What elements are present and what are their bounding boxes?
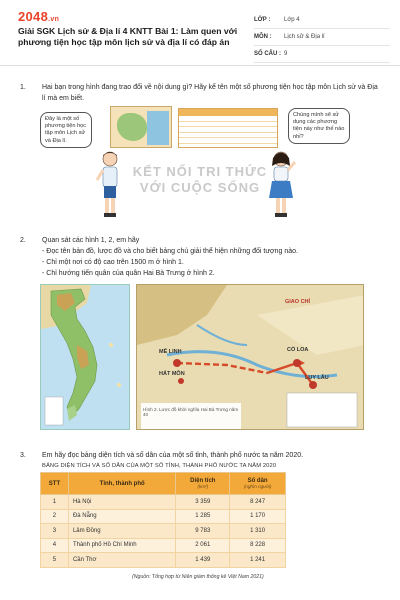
- map-label: MÊ LINH: [159, 349, 182, 355]
- map-land-shape: [117, 113, 147, 141]
- table-title: BẢNG DIỆN TÍCH VÀ SỐ DÂN CỦA MỘT SỐ TỈNH, THÀNH PHỐ NƯỚC TA NĂM 2020: [42, 463, 277, 469]
- table-row: [41, 509, 286, 524]
- table-cell: 5: [41, 553, 69, 568]
- header-label: Số dân: [247, 478, 268, 484]
- table-source: (Nguồn: Tổng hợp từ Niên giám thống kê Việt Nam 2021): [132, 574, 264, 580]
- map-label: HÁT MÔN: [159, 371, 185, 377]
- question-line: - Chỉ một nơi có độ cao trên 1500 m ở hình 1.: [42, 259, 184, 266]
- table-cell: 1: [41, 495, 69, 510]
- meta-row-grade: [254, 12, 390, 29]
- meta-value: Lịch sử & Địa lí: [284, 34, 325, 40]
- table-cell: 2 061: [176, 538, 230, 553]
- table-cell: 3: [41, 524, 69, 539]
- meta-label: LỚP :: [254, 17, 271, 23]
- watermark-line: VỚI CUỘC SỐNG: [139, 180, 261, 195]
- speech-bubble-right: Chúng mình sẽ sử dụng các phương tiện này như thế nào nhỉ?: [288, 108, 350, 144]
- vietnam-map-drawing: [41, 285, 130, 430]
- table-cell: Hà Nội: [68, 495, 175, 510]
- table-cell: Thành phố Hồ Chí Minh: [68, 538, 175, 553]
- table-cell: 8 247: [230, 495, 286, 510]
- table-row: [41, 524, 286, 539]
- table-cell: 1 170: [230, 509, 286, 524]
- speech-bubble-left: Đây là một số phương tiện học tập môn Lịch sử và Địa lí.: [40, 112, 92, 148]
- question-text: Hai bạn trong hình đang trao đổi về nội dung gì? Hãy kể tên một số phương tiện học tập môn Lịch sử và Địa lí mà em biết.: [42, 84, 378, 102]
- map-thumbnail: [110, 106, 172, 148]
- meta-value: Lớp 4: [284, 17, 300, 23]
- meta-label: MÔN :: [254, 34, 272, 40]
- map-caption: Hình 2. Lược đồ khởi nghĩa Hai Bà Trưng năm 40: [143, 407, 239, 417]
- meta-row-subject: [254, 29, 390, 46]
- document-header: [0, 0, 400, 66]
- table-cell: 1 285: [176, 509, 230, 524]
- site-logo[interactable]: [18, 9, 59, 24]
- question-line: Quan sát các hình 1, 2, em hãy: [42, 237, 140, 244]
- boy-figure: [96, 150, 124, 218]
- hai-ba-trung-map: [136, 284, 364, 430]
- table-cell: Lâm Đồng: [68, 524, 175, 539]
- table-header-cell: [230, 473, 286, 495]
- table-cell: 8 228: [230, 538, 286, 553]
- watermark-line: KẾT NỐI TRI THỨC: [132, 164, 268, 179]
- question-line: - Đọc tên bản đồ, lược đồ và cho biết bảng chú giải thể hiện những đối tượng nào.: [42, 248, 298, 255]
- logo-suffix: .vn: [48, 16, 60, 23]
- watermark: [110, 164, 290, 196]
- map-label: GIAO CHỈ: [285, 299, 311, 305]
- table-cell: 1 310: [230, 524, 286, 539]
- logo-text: 2048: [18, 9, 49, 24]
- table-cell: 1 241: [230, 553, 286, 568]
- table-cell: 1 439: [176, 553, 230, 568]
- table-row: [41, 553, 286, 568]
- header-unit: (km²): [197, 484, 209, 489]
- page-title: Giải SGK Lịch sử & Địa lí 4 KNTT Bài 1: Làm quen với phương tiện học tập môn lịch sử và địa lí có đáp án: [18, 26, 238, 47]
- meta-label: SỐ CÂU :: [254, 51, 281, 57]
- illustration-students: [40, 106, 350, 218]
- question-text: Em hãy đọc bảng diện tích và số dân của một số tỉnh, thành phố nước ta năm 2020.: [42, 452, 304, 459]
- document-meta: [254, 12, 390, 63]
- table-header-cell: [41, 473, 69, 495]
- table-header-cell: [176, 473, 230, 495]
- header-label: Diện tích: [190, 478, 216, 484]
- question-number: 1.: [20, 84, 26, 91]
- question-number: 3.: [20, 452, 26, 459]
- map-sea-shape: [147, 111, 169, 145]
- girl-figure: [266, 150, 296, 218]
- map-label: CỔ LOA: [287, 347, 309, 353]
- table-row: [41, 538, 286, 553]
- illustration-maps: [40, 284, 364, 432]
- question-line: - Chỉ hướng tiến quân của quân Hai Bà Trưng ở hình 2.: [42, 270, 215, 277]
- table-cell: 9 783: [176, 524, 230, 539]
- map-label: LUY LÂU: [305, 375, 329, 381]
- table-cell: 2: [41, 509, 69, 524]
- question-number: 2.: [20, 237, 26, 244]
- table-header-row: [41, 473, 286, 495]
- population-table: [40, 472, 286, 568]
- table-row: [41, 495, 286, 510]
- question-text: [42, 235, 382, 279]
- meta-row-question-count: [254, 46, 390, 63]
- table-cell: 4: [41, 538, 69, 553]
- table-header-cell: [68, 473, 175, 495]
- table-cell: Cần Thơ: [68, 553, 175, 568]
- header-unit: (nghìn người): [243, 484, 272, 489]
- table-cell: 3 359: [176, 495, 230, 510]
- header-label: Tỉnh, thành phố: [99, 480, 145, 487]
- table-thumbnail: [178, 108, 278, 148]
- header-label: STT: [48, 480, 61, 487]
- meta-value: 9: [284, 51, 288, 57]
- vietnam-map: [40, 284, 130, 430]
- table-cell: Đà Nẵng: [68, 509, 175, 524]
